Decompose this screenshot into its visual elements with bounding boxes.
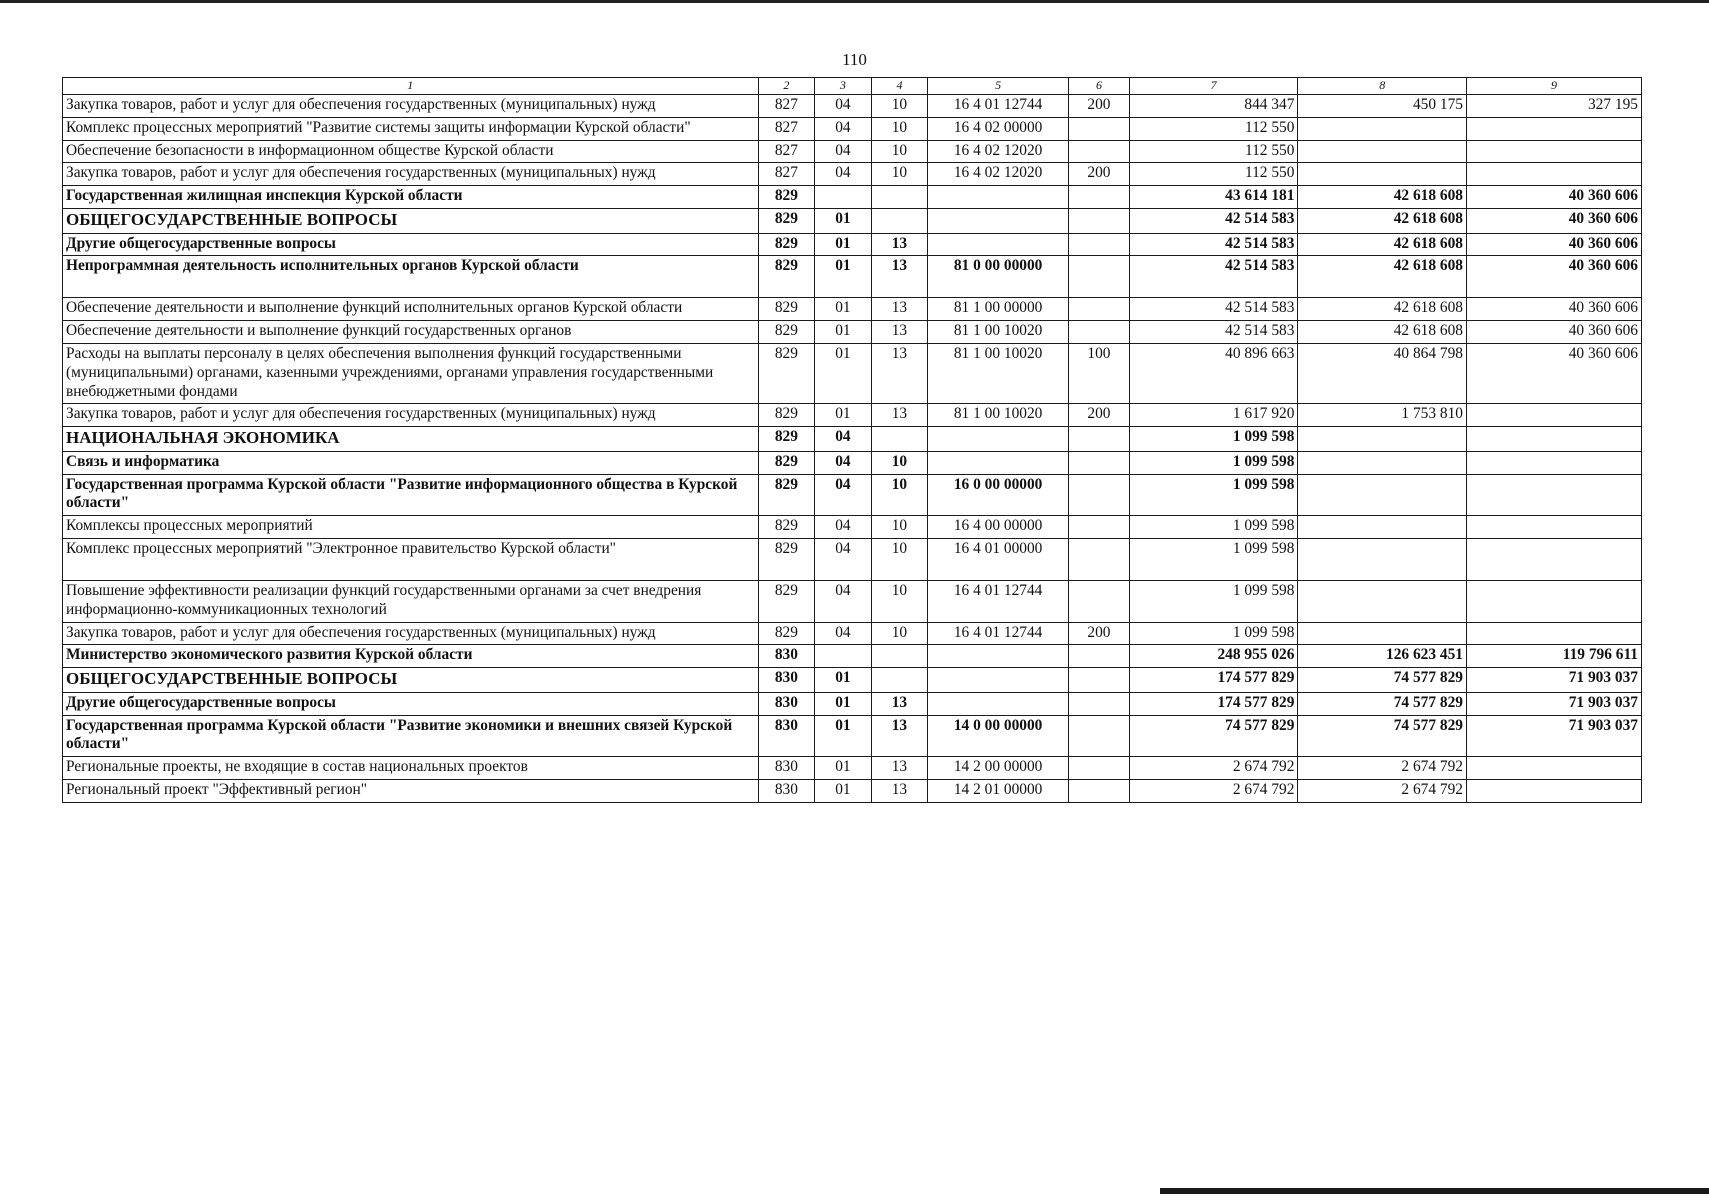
row-subsection-code: 10 xyxy=(871,163,928,186)
row-description: Обеспечение деятельности и выполнение функций государственных органов xyxy=(63,321,759,344)
table-row xyxy=(63,645,1642,668)
row-section-code xyxy=(815,645,872,668)
row-amount-col9 xyxy=(1466,427,1641,452)
row-expense-type xyxy=(1069,580,1130,622)
row-target-article xyxy=(928,645,1069,668)
row-amount-col9: 40 360 606 xyxy=(1466,321,1641,344)
row-section-code: 01 xyxy=(815,715,872,757)
row-amount-col8: 42 618 608 xyxy=(1298,321,1467,344)
row-target-article xyxy=(928,451,1069,474)
row-amount-col8 xyxy=(1298,516,1467,539)
row-amount-col8 xyxy=(1298,117,1467,140)
row-amount-col7: 174 577 829 xyxy=(1129,692,1298,715)
row-section-code: 04 xyxy=(815,117,872,140)
row-amount-col8: 2 674 792 xyxy=(1298,757,1467,780)
row-subsection-code xyxy=(871,427,928,452)
row-amount-col9 xyxy=(1466,140,1641,163)
row-amount-col8 xyxy=(1298,140,1467,163)
row-subsection-code: 13 xyxy=(871,404,928,427)
row-expense-type: 100 xyxy=(1069,343,1130,403)
row-admin-code: 829 xyxy=(758,580,815,622)
row-amount-col9: 71 903 037 xyxy=(1466,715,1641,757)
row-description: Министерство экономического развития Курской области xyxy=(63,645,759,668)
row-target-article: 16 4 02 00000 xyxy=(928,117,1069,140)
row-description: Связь и информатика xyxy=(63,451,759,474)
row-amount-col7: 112 550 xyxy=(1129,163,1298,186)
row-subsection-code: 13 xyxy=(871,298,928,321)
row-amount-col8: 42 618 608 xyxy=(1298,186,1467,209)
row-amount-col7: 1 099 598 xyxy=(1129,451,1298,474)
row-amount-col7: 1 099 598 xyxy=(1129,580,1298,622)
row-section-code: 01 xyxy=(815,256,872,298)
row-subsection-code: 13 xyxy=(871,321,928,344)
row-description: ОБЩЕГОСУДАРСТВЕННЫЕ ВОПРОСЫ xyxy=(63,668,759,693)
row-amount-col7: 1 099 598 xyxy=(1129,622,1298,645)
column-number: 4 xyxy=(871,78,928,95)
row-expense-type xyxy=(1069,208,1130,233)
row-section-code: 01 xyxy=(815,404,872,427)
row-target-article xyxy=(928,692,1069,715)
row-amount-col7: 1 099 598 xyxy=(1129,516,1298,539)
row-section-code: 04 xyxy=(815,538,872,580)
table-row xyxy=(63,186,1642,209)
row-subsection-code xyxy=(871,645,928,668)
row-expense-type: 200 xyxy=(1069,95,1130,118)
row-subsection-code: 10 xyxy=(871,140,928,163)
row-amount-col8: 74 577 829 xyxy=(1298,692,1467,715)
row-description: Расходы на выплаты персоналу в целях обеспечения выполнения функций государственными (муниципальными) органами, казенными учреждениями, органами управления государственными внебюджетными фондами xyxy=(63,343,759,403)
row-target-article: 81 1 00 10020 xyxy=(928,343,1069,403)
table-row xyxy=(63,163,1642,186)
row-amount-col9 xyxy=(1466,779,1641,802)
row-amount-col9: 40 360 606 xyxy=(1466,256,1641,298)
column-number: 9 xyxy=(1466,78,1641,95)
column-number: 6 xyxy=(1069,78,1130,95)
row-subsection-code: 10 xyxy=(871,516,928,539)
row-subsection-code: 10 xyxy=(871,117,928,140)
row-amount-col9 xyxy=(1466,580,1641,622)
row-amount-col8 xyxy=(1298,538,1467,580)
row-section-code: 04 xyxy=(815,622,872,645)
row-expense-type xyxy=(1069,451,1130,474)
row-admin-code: 829 xyxy=(758,622,815,645)
row-target-article: 14 2 01 00000 xyxy=(928,779,1069,802)
row-section-code: 01 xyxy=(815,233,872,256)
table-row xyxy=(63,427,1642,452)
row-amount-col7: 174 577 829 xyxy=(1129,668,1298,693)
table-row xyxy=(63,516,1642,539)
row-admin-code: 830 xyxy=(758,692,815,715)
row-target-article: 81 1 00 10020 xyxy=(928,321,1069,344)
row-section-code: 01 xyxy=(815,321,872,344)
row-target-article xyxy=(928,427,1069,452)
row-section-code: 04 xyxy=(815,163,872,186)
row-expense-type xyxy=(1069,117,1130,140)
row-admin-code: 827 xyxy=(758,140,815,163)
row-description: Комплекс процессных мероприятий "Электронное правительство Курской области" xyxy=(63,538,759,580)
row-expense-type: 200 xyxy=(1069,163,1130,186)
row-amount-col7: 42 514 583 xyxy=(1129,298,1298,321)
row-description: Региональный проект "Эффективный регион" xyxy=(63,779,759,802)
row-target-article: 81 0 00 00000 xyxy=(928,256,1069,298)
row-amount-col7: 42 514 583 xyxy=(1129,208,1298,233)
row-admin-code: 829 xyxy=(758,538,815,580)
row-amount-col9 xyxy=(1466,516,1641,539)
row-admin-code: 829 xyxy=(758,233,815,256)
table-row xyxy=(63,404,1642,427)
table-row xyxy=(63,580,1642,622)
row-subsection-code: 13 xyxy=(871,692,928,715)
row-expense-type: 200 xyxy=(1069,622,1130,645)
row-admin-code: 827 xyxy=(758,163,815,186)
row-target-article: 16 4 01 12744 xyxy=(928,95,1069,118)
row-amount-col8: 40 864 798 xyxy=(1298,343,1467,403)
table-row xyxy=(63,208,1642,233)
row-amount-col7: 248 955 026 xyxy=(1129,645,1298,668)
row-description: Комплекс процессных мероприятий "Развитие системы защиты информации Курской области" xyxy=(63,117,759,140)
row-amount-col9 xyxy=(1466,757,1641,780)
row-target-article: 81 1 00 10020 xyxy=(928,404,1069,427)
row-description: Другие общегосударственные вопросы xyxy=(63,692,759,715)
row-subsection-code: 10 xyxy=(871,622,928,645)
row-expense-type xyxy=(1069,233,1130,256)
row-amount-col9 xyxy=(1466,538,1641,580)
row-amount-col9: 71 903 037 xyxy=(1466,692,1641,715)
row-amount-col9 xyxy=(1466,163,1641,186)
row-subsection-code: 13 xyxy=(871,233,928,256)
row-amount-col9 xyxy=(1466,451,1641,474)
row-admin-code: 829 xyxy=(758,516,815,539)
row-expense-type xyxy=(1069,474,1130,516)
row-subsection-code: 10 xyxy=(871,474,928,516)
row-amount-col7: 112 550 xyxy=(1129,140,1298,163)
column-number: 7 xyxy=(1129,78,1298,95)
row-admin-code: 829 xyxy=(758,256,815,298)
row-target-article: 81 1 00 00000 xyxy=(928,298,1069,321)
row-expense-type xyxy=(1069,715,1130,757)
scan-bottom-border xyxy=(1160,1188,1709,1194)
row-expense-type: 200 xyxy=(1069,404,1130,427)
row-description: Государственная программа Курской области "Развитие экономики и внешних связей Курской области" xyxy=(63,715,759,757)
row-amount-col8 xyxy=(1298,474,1467,516)
row-admin-code: 829 xyxy=(758,343,815,403)
table-row xyxy=(63,715,1642,757)
row-target-article: 16 4 01 00000 xyxy=(928,538,1069,580)
row-amount-col7: 1 099 598 xyxy=(1129,474,1298,516)
row-amount-col8: 42 618 608 xyxy=(1298,233,1467,256)
row-expense-type xyxy=(1069,779,1130,802)
row-subsection-code xyxy=(871,668,928,693)
row-subsection-code: 10 xyxy=(871,580,928,622)
row-section-code: 04 xyxy=(815,516,872,539)
row-section-code: 04 xyxy=(815,580,872,622)
table-row xyxy=(63,256,1642,298)
row-description: Другие общегосударственные вопросы xyxy=(63,233,759,256)
row-subsection-code xyxy=(871,208,928,233)
row-expense-type xyxy=(1069,321,1130,344)
row-amount-col8 xyxy=(1298,163,1467,186)
budget-table xyxy=(62,77,1642,803)
row-amount-col9: 40 360 606 xyxy=(1466,298,1641,321)
row-admin-code: 830 xyxy=(758,779,815,802)
column-number: 5 xyxy=(928,78,1069,95)
row-amount-col7: 1 099 598 xyxy=(1129,538,1298,580)
row-description: Закупка товаров, работ и услуг для обеспечения государственных (муниципальных) нужд xyxy=(63,622,759,645)
row-subsection-code: 13 xyxy=(871,779,928,802)
row-expense-type xyxy=(1069,516,1130,539)
row-description: Непрограммная деятельность исполнительных органов Курской области xyxy=(63,256,759,298)
table-row xyxy=(63,451,1642,474)
column-number: 2 xyxy=(758,78,815,95)
column-number: 1 xyxy=(63,78,759,95)
row-section-code: 04 xyxy=(815,140,872,163)
row-amount-col7: 42 514 583 xyxy=(1129,256,1298,298)
row-expense-type xyxy=(1069,140,1130,163)
row-amount-col9 xyxy=(1466,622,1641,645)
row-section-code: 04 xyxy=(815,427,872,452)
row-section-code: 01 xyxy=(815,757,872,780)
row-amount-col8 xyxy=(1298,427,1467,452)
row-amount-col9 xyxy=(1466,404,1641,427)
row-description: Государственная программа Курской области "Развитие информационного общества в Курской области" xyxy=(63,474,759,516)
row-target-article xyxy=(928,208,1069,233)
row-amount-col9: 119 796 611 xyxy=(1466,645,1641,668)
row-amount-col9 xyxy=(1466,474,1641,516)
row-target-article: 16 4 01 12744 xyxy=(928,622,1069,645)
row-amount-col8: 42 618 608 xyxy=(1298,298,1467,321)
row-admin-code: 830 xyxy=(758,757,815,780)
row-amount-col8: 42 618 608 xyxy=(1298,208,1467,233)
row-description: Региональные проекты, не входящие в состав национальных проектов xyxy=(63,757,759,780)
row-amount-col9: 40 360 606 xyxy=(1466,208,1641,233)
row-description: Комплексы процессных мероприятий xyxy=(63,516,759,539)
row-admin-code: 829 xyxy=(758,427,815,452)
table-row xyxy=(63,779,1642,802)
row-amount-col8: 450 175 xyxy=(1298,95,1467,118)
row-admin-code: 829 xyxy=(758,186,815,209)
row-target-article: 16 4 01 12744 xyxy=(928,580,1069,622)
row-expense-type xyxy=(1069,186,1130,209)
row-admin-code: 830 xyxy=(758,645,815,668)
row-subsection-code: 13 xyxy=(871,757,928,780)
row-subsection-code: 13 xyxy=(871,343,928,403)
row-amount-col7: 1 617 920 xyxy=(1129,404,1298,427)
row-section-code: 01 xyxy=(815,343,872,403)
row-expense-type xyxy=(1069,298,1130,321)
row-target-article: 16 4 02 12020 xyxy=(928,163,1069,186)
table-row xyxy=(63,95,1642,118)
row-admin-code: 829 xyxy=(758,298,815,321)
row-subsection-code: 13 xyxy=(871,256,928,298)
table-row xyxy=(63,233,1642,256)
table-row xyxy=(63,298,1642,321)
table-row xyxy=(63,757,1642,780)
row-admin-code: 829 xyxy=(758,451,815,474)
row-amount-col9: 327 195 xyxy=(1466,95,1641,118)
table-row xyxy=(63,321,1642,344)
row-description: Закупка товаров, работ и услуг для обеспечения государственных (муниципальных) нужд xyxy=(63,404,759,427)
row-target-article: 16 4 00 00000 xyxy=(928,516,1069,539)
page-number: 110 xyxy=(842,50,867,69)
row-expense-type xyxy=(1069,692,1130,715)
row-section-code: 01 xyxy=(815,298,872,321)
row-amount-col8: 2 674 792 xyxy=(1298,779,1467,802)
row-amount-col9: 40 360 606 xyxy=(1466,233,1641,256)
row-admin-code: 827 xyxy=(758,117,815,140)
row-section-code: 01 xyxy=(815,779,872,802)
row-admin-code: 830 xyxy=(758,715,815,757)
row-admin-code: 829 xyxy=(758,208,815,233)
row-target-article: 14 2 00 00000 xyxy=(928,757,1069,780)
row-admin-code: 827 xyxy=(758,95,815,118)
row-amount-col7: 2 674 792 xyxy=(1129,779,1298,802)
row-admin-code: 829 xyxy=(758,474,815,516)
row-target-article xyxy=(928,668,1069,693)
row-section-code: 01 xyxy=(815,692,872,715)
row-amount-col9 xyxy=(1466,117,1641,140)
row-amount-col8: 74 577 829 xyxy=(1298,715,1467,757)
row-target-article: 16 0 00 00000 xyxy=(928,474,1069,516)
row-subsection-code: 10 xyxy=(871,538,928,580)
row-amount-col7: 74 577 829 xyxy=(1129,715,1298,757)
row-description: Обеспечение безопасности в информационном обществе Курской области xyxy=(63,140,759,163)
row-description: ОБЩЕГОСУДАРСТВЕННЫЕ ВОПРОСЫ xyxy=(63,208,759,233)
row-description: Повышение эффективности реализации функций государственными органами за счет внедрения информационно-коммуникационных технологий xyxy=(63,580,759,622)
row-amount-col8: 42 618 608 xyxy=(1298,256,1467,298)
row-expense-type xyxy=(1069,256,1130,298)
row-description: Обеспечение деятельности и выполнение функций исполнительных органов Курской области xyxy=(63,298,759,321)
row-amount-col7: 40 896 663 xyxy=(1129,343,1298,403)
row-amount-col9: 40 360 606 xyxy=(1466,343,1641,403)
row-subsection-code: 10 xyxy=(871,95,928,118)
row-section-code: 01 xyxy=(815,668,872,693)
row-amount-col7: 1 099 598 xyxy=(1129,427,1298,452)
row-amount-col8 xyxy=(1298,580,1467,622)
table-row xyxy=(63,140,1642,163)
table-row xyxy=(63,343,1642,403)
row-admin-code: 829 xyxy=(758,404,815,427)
row-expense-type xyxy=(1069,538,1130,580)
row-amount-col7: 42 514 583 xyxy=(1129,233,1298,256)
row-amount-col8: 1 753 810 xyxy=(1298,404,1467,427)
row-amount-col9: 40 360 606 xyxy=(1466,186,1641,209)
row-subsection-code: 10 xyxy=(871,451,928,474)
table-row xyxy=(63,474,1642,516)
row-expense-type xyxy=(1069,427,1130,452)
row-amount-col7: 43 614 181 xyxy=(1129,186,1298,209)
row-section-code: 01 xyxy=(815,208,872,233)
row-description: Закупка товаров, работ и услуг для обеспечения государственных (муниципальных) нужд xyxy=(63,163,759,186)
row-description: Государственная жилищная инспекция Курской области xyxy=(63,186,759,209)
row-amount-col8 xyxy=(1298,622,1467,645)
row-amount-col9: 71 903 037 xyxy=(1466,668,1641,693)
row-amount-col8 xyxy=(1298,451,1467,474)
row-section-code: 04 xyxy=(815,474,872,516)
table-row xyxy=(63,117,1642,140)
row-admin-code: 830 xyxy=(758,668,815,693)
row-expense-type xyxy=(1069,668,1130,693)
row-expense-type xyxy=(1069,645,1130,668)
column-number-row xyxy=(63,78,1642,95)
row-target-article xyxy=(928,186,1069,209)
row-amount-col8: 126 623 451 xyxy=(1298,645,1467,668)
row-section-code: 04 xyxy=(815,451,872,474)
row-subsection-code xyxy=(871,186,928,209)
row-expense-type xyxy=(1069,757,1130,780)
row-admin-code: 829 xyxy=(758,321,815,344)
scan-top-border xyxy=(0,0,1709,3)
row-section-code xyxy=(815,186,872,209)
row-section-code: 04 xyxy=(815,95,872,118)
column-number: 3 xyxy=(815,78,872,95)
row-amount-col7: 2 674 792 xyxy=(1129,757,1298,780)
row-amount-col8: 74 577 829 xyxy=(1298,668,1467,693)
row-target-article: 14 0 00 00000 xyxy=(928,715,1069,757)
row-amount-col7: 112 550 xyxy=(1129,117,1298,140)
column-number: 8 xyxy=(1298,78,1467,95)
row-amount-col7: 42 514 583 xyxy=(1129,321,1298,344)
row-description: Закупка товаров, работ и услуг для обеспечения государственных (муниципальных) нужд xyxy=(63,95,759,118)
row-description: НАЦИОНАЛЬНАЯ ЭКОНОМИКА xyxy=(63,427,759,452)
row-target-article xyxy=(928,233,1069,256)
table-row xyxy=(63,668,1642,693)
row-subsection-code: 13 xyxy=(871,715,928,757)
table-row xyxy=(63,622,1642,645)
row-target-article: 16 4 02 12020 xyxy=(928,140,1069,163)
table-row xyxy=(63,538,1642,580)
table-row xyxy=(63,692,1642,715)
row-amount-col7: 844 347 xyxy=(1129,95,1298,118)
